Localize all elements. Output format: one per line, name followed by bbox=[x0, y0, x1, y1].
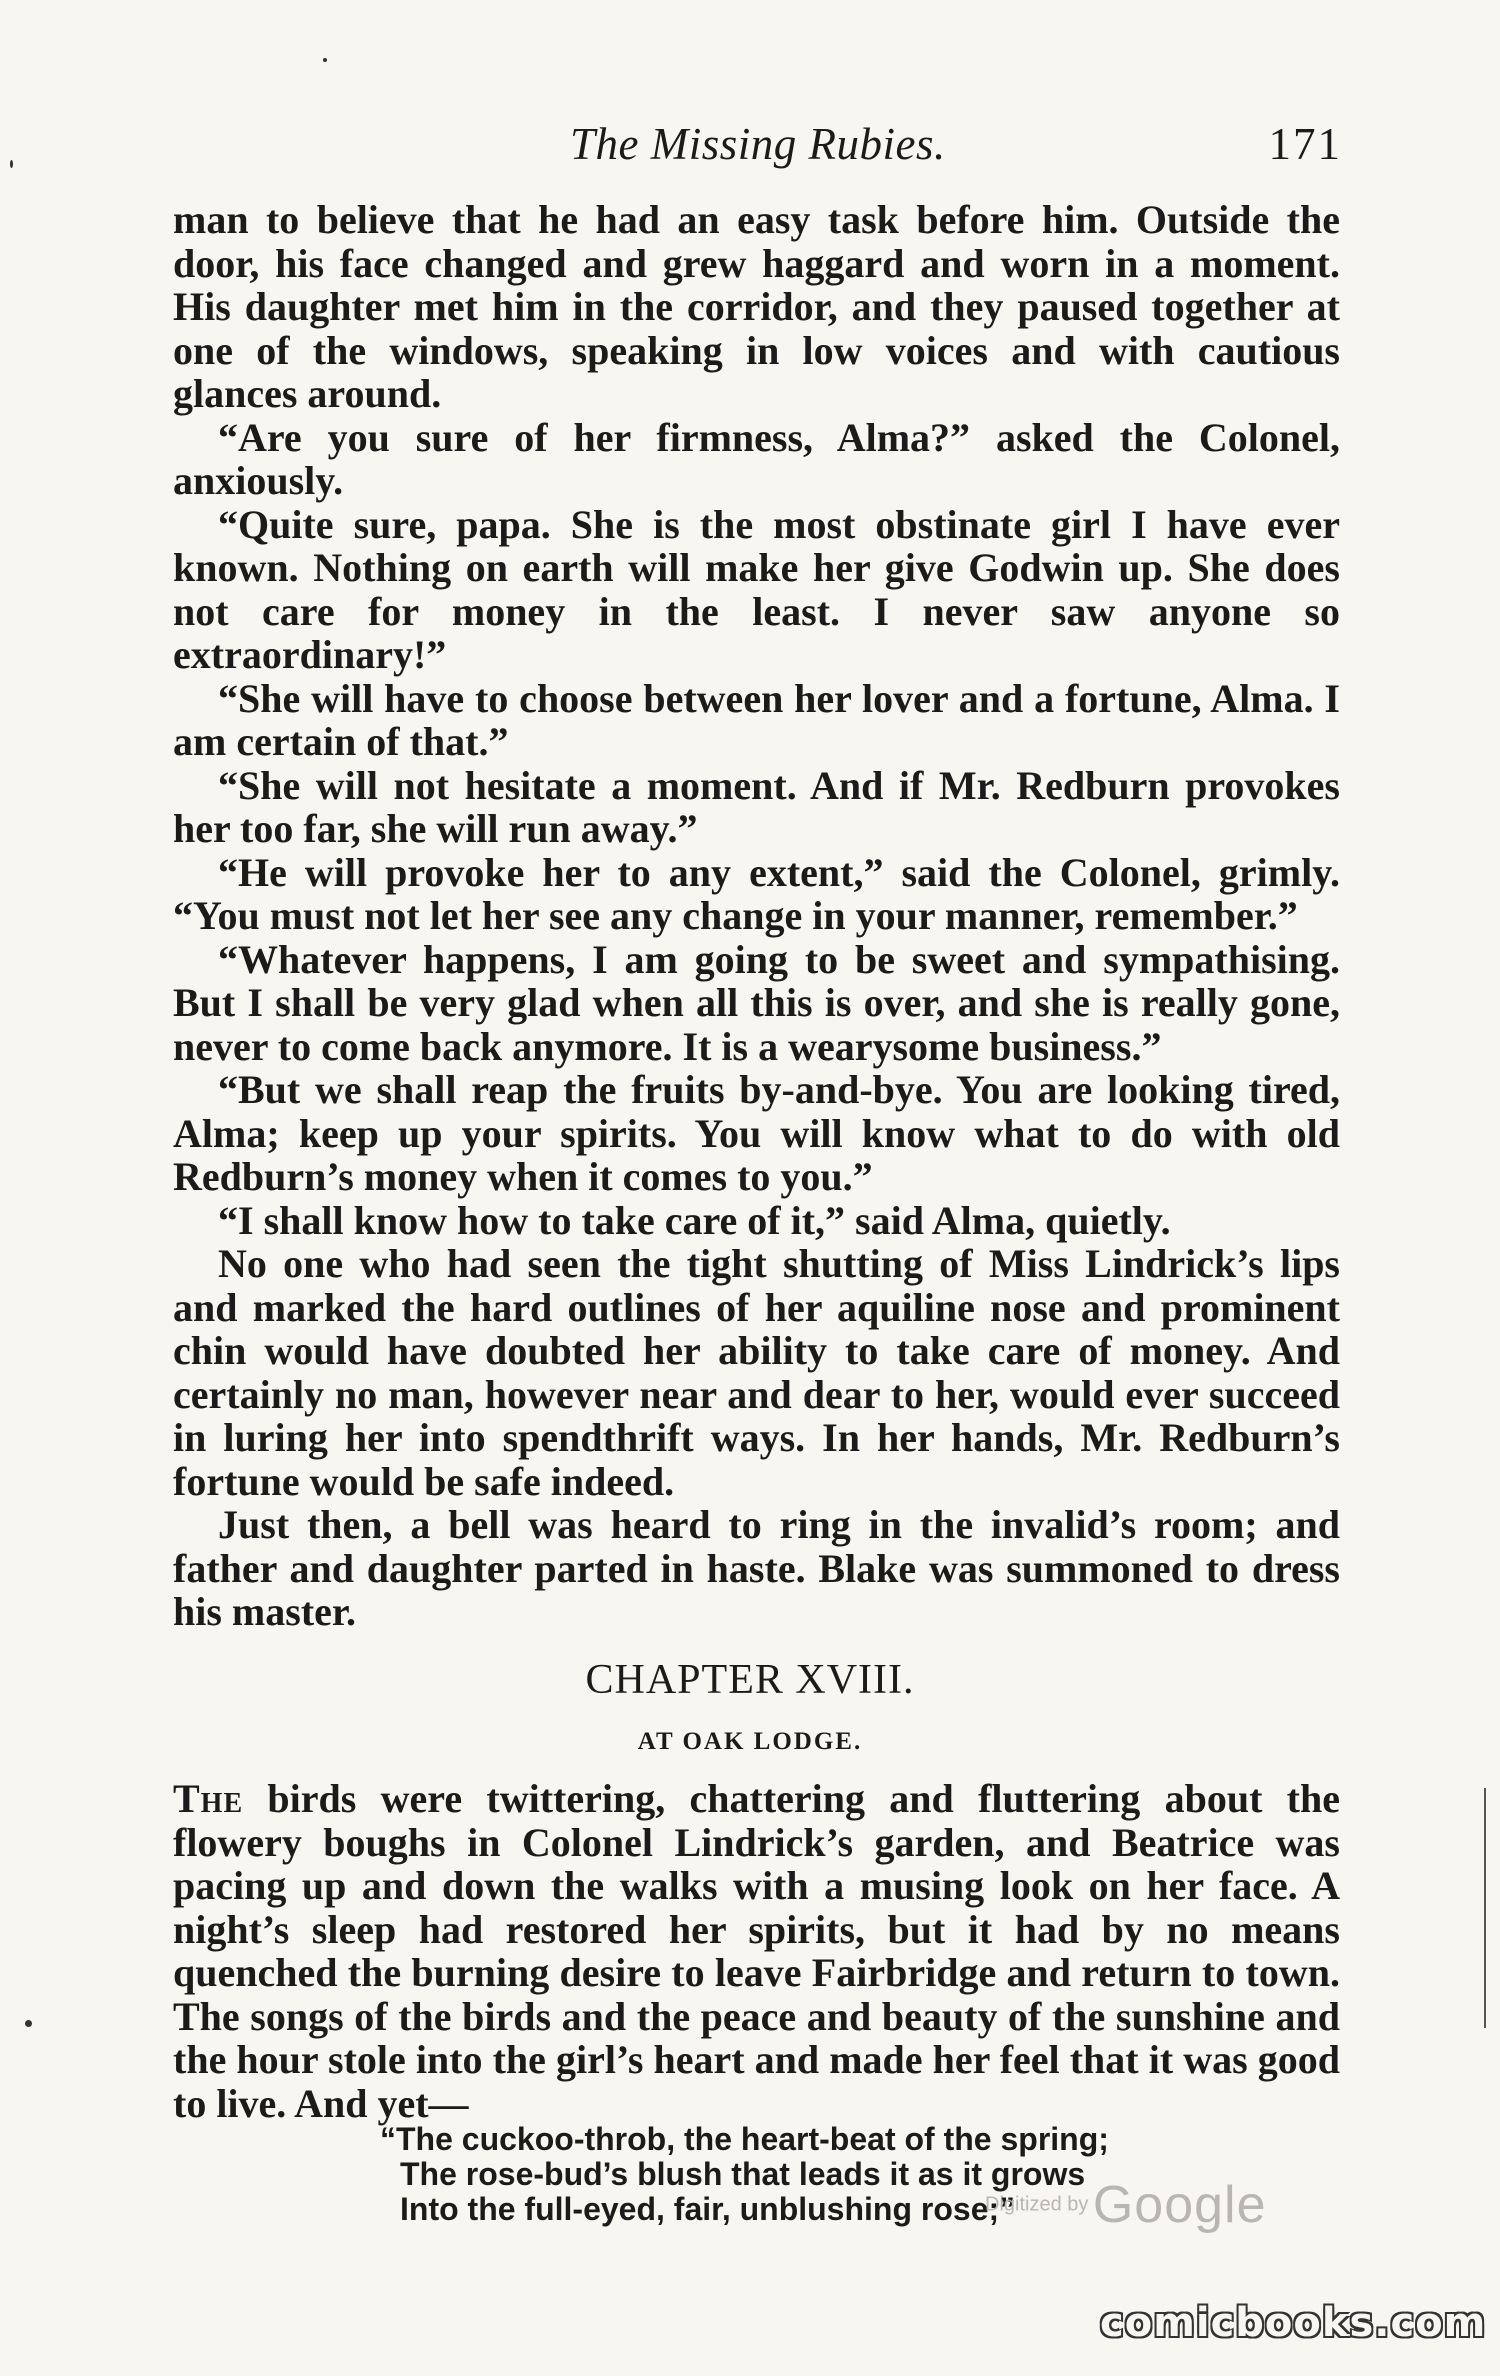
paragraph-text: birds were twittering, chattering and fluttering about the flowery boughs in Colonel Lindrick’s garden, and Beatrice was pacing up and down the walks with a musing look on her face. A night’s sleep had restored her spirits, but it had by no means quenched the burning desire to leave Fairbridge and return to town. The songs of the birds and the peace and beauty of the sunshine and the hour stole into the girl’s heart and made her feel that it was good to live. And yet— bbox=[173, 1776, 1340, 2126]
body-text-top bbox=[173, 198, 1340, 1634]
paragraph: “I shall know how to take care of it,” said Alma, quietly. bbox=[218, 1197, 1171, 1243]
paragraph: No one who had seen the tight shutting of Miss Lindrick’s lips and marked the hard outlines of her aquiline nose and prominent chin would have doubted her ability to take care of money. And certainly no man, however near and dear to her, would ever succeed in luring her into spendthrift ways. In her hands, Mr. Redburn’s fortune would be safe indeed. bbox=[173, 1241, 1340, 1504]
chapter-opening bbox=[173, 1777, 1340, 2125]
site-watermark: comicbooks.com bbox=[1100, 2300, 1487, 2346]
digitized-label: Digitized by bbox=[985, 2193, 1089, 2216]
paragraph: “She will have to choose between her lover and a fortune, Alma. I am certain of that.” bbox=[173, 675, 1340, 764]
chapter-title: CHAPTER XVIII. bbox=[585, 1657, 915, 1703]
chapter-subtitle: AT OAK LODGE. bbox=[637, 1728, 863, 1755]
speck bbox=[25, 2020, 32, 2027]
speck bbox=[10, 160, 13, 168]
paragraph: “He will provoke her to any extent,” said the Colonel, grimly. “You must not let her see any change in your manner, remember.” bbox=[173, 849, 1340, 938]
paragraph: Just then, a bell was heard to ring in the invalid’s room; and father and daughter parted in haste. Blake was summoned to dress his master. bbox=[173, 1502, 1340, 1634]
paragraph: “Quite sure, papa. She is the most obstinate girl I have ever known. Nothing on earth will make her give Godwin up. She does not care for money in the least. I never saw anyone so extraordinary!” bbox=[173, 501, 1340, 677]
page-number: 171 bbox=[1268, 119, 1342, 169]
paragraph: “Are you sure of her firmness, Alma?” asked the Colonel, anxiously. bbox=[173, 414, 1340, 503]
google-logo: Google bbox=[1092, 2176, 1267, 2234]
page-edge-line bbox=[1484, 1788, 1486, 2028]
paragraph: “But we shall reap the fruits by-and-bye. You are looking tired, Alma; keep up your spirits. You will know what to do with old Redburn’s money when it comes to you.” bbox=[173, 1067, 1340, 1199]
lead-word: The bbox=[173, 1776, 244, 1821]
google-watermark bbox=[985, 2175, 1267, 2235]
paragraph: “She will not hesitate a moment. And if Mr. Redburn provokes her too far, she will run away.” bbox=[173, 762, 1340, 851]
paragraph: man to believe that he had an easy task before him. Outside the door, his face changed and grew haggard and worn in a moment. His daughter met him in the corridor, and they paused together at one of the windows, speaking in low voices and with cautious glances around. bbox=[173, 197, 1340, 416]
verse-line: “The cuckoo-throb, the heart-beat of the spring; bbox=[380, 2121, 1109, 2157]
verse-line: Into the full-eyed, fair, unblushing rose;” bbox=[400, 2191, 1016, 2227]
verse-line: The rose-bud’s blush that leads it as it grows bbox=[400, 2156, 1086, 2192]
paragraph: “Whatever happens, I am going to be sweet and sympathising. But I shall be very glad when all this is over, and she is really gone, never to come back anymore. It is a wearysome business.” bbox=[173, 936, 1340, 1069]
speck bbox=[323, 58, 327, 62]
paragraph bbox=[173, 1777, 1340, 2125]
running-title: The Missing Rubies. bbox=[570, 119, 946, 169]
